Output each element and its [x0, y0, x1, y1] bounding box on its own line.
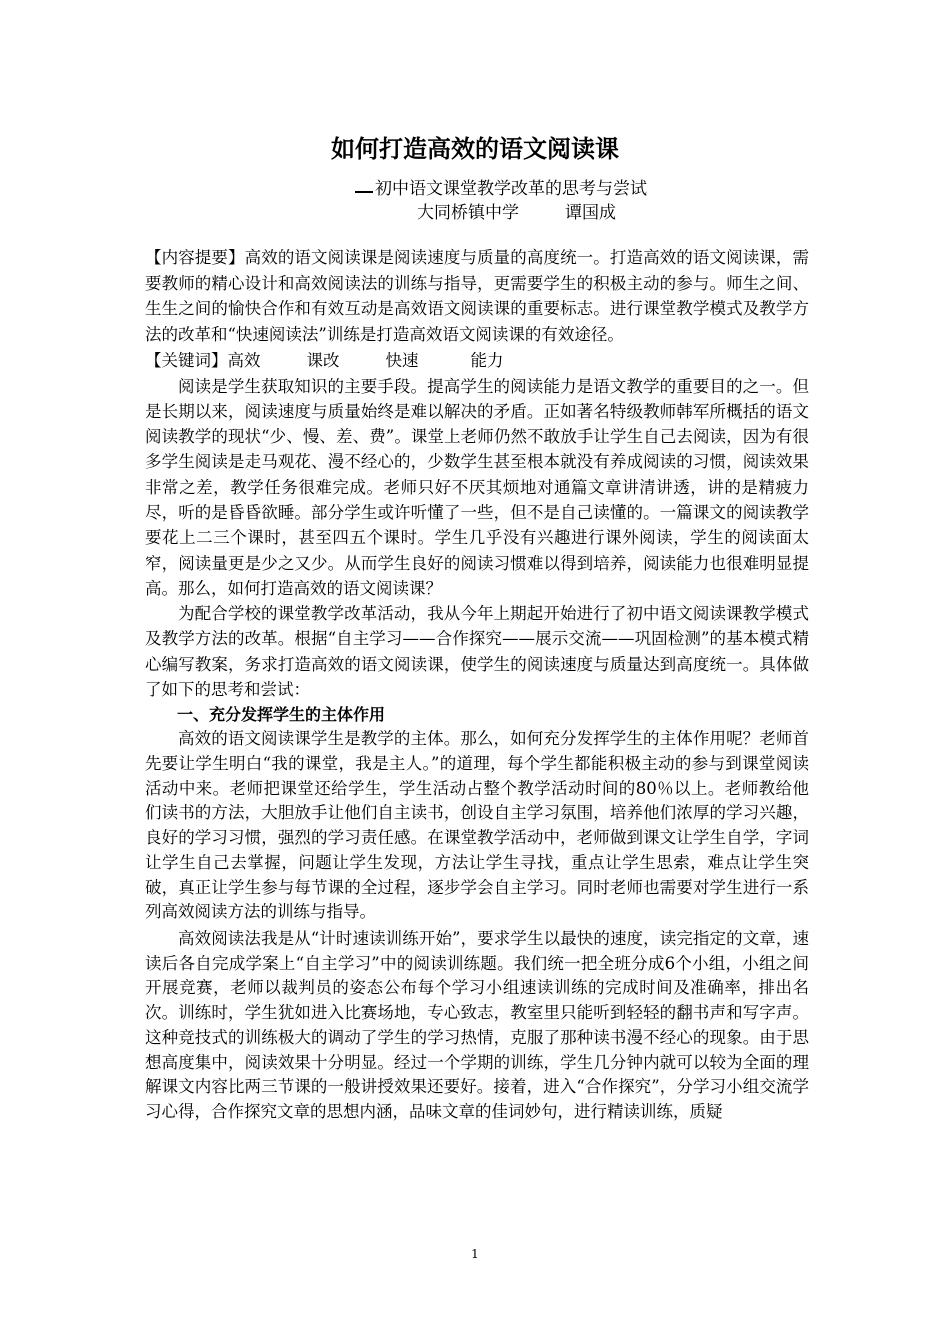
keyword: 快速	[385, 350, 419, 370]
keywords	[145, 348, 809, 374]
keyword: 课改	[306, 350, 340, 370]
keyword: 高效	[227, 350, 261, 370]
keywords-label: 【关键词】	[145, 350, 228, 370]
body-paragraph: 高效阅读法我是从“计时速读训练开始”，要求学生以最快的速度，读完指定的文章，速读后各自完成学案上“自主学习”中的阅读训练题。我们统一把全班分成6个小组，小组之间开展竞赛，老师以裁判员的姿态公布每个学习小组速读训练的完成时间及准确率，排出名次。训练时，学生犹如进入比赛场地，专心致志，教室里只能听到轻轻的翻书声和写字声。这种竞技式的训练极大的调动了学生的学习热情，克服了那种读书漫不经心的现象。由于思想高度集中，阅读效果十分明显。经过一个学期的训练，学生几分钟内就可以较为全面的理解课文内容比两三节课的一般讲授效果还要好。接着，进入“合作探究”，分学习小组交流学习心得，合作探究文章的思想内涵，品味文章的佳词妙句，进行精读训练，质疑	[145, 929, 809, 1121]
author-school: 大同桥镇中学	[417, 203, 519, 223]
abstract: 【内容提要】高效的语文阅读课是阅读速度与质量的高度统一。打造高效的语文阅读课，需要教师的精心设计和高效阅读法的训练与指导，更需要学生的积极主动的参与。师生之间、生生之间的愉快合作和有效互动是高效语文阅读课的重要标志。进行课堂教学模式及教学方法的改革和“快速阅读法”训练是打造高效语文阅读课的有效途径。	[145, 248, 809, 345]
keyword: 能力	[470, 350, 504, 370]
body-paragraph: 阅读是学生获取知识的主要手段。提高学生的阅读能力是语文教学的重要目的之一。但是长期以来，阅读速度与质量始终是难以解决的矛盾。正如著名特级教师韩军所概括的语文阅读教学的现状“少、慢、差、费”。课堂上老师仍然不敢放手让学生自己去阅读，因为有很多学生阅读是走马观花、漫不经心的，少数学生甚至根本就没有养成阅读的习惯，阅读效果非常之差，教学任务很难完成。老师只好不厌其烦地对通篇文章讲清讲透，讲的是精疲力尽，听的是昏昏欲睡。部分学生或许听懂了一些，但不是自己读懂的。一篇课文的阅读教学要花上二三个课时，甚至四五个课时。学生几乎没有兴趣进行课外阅读，学生的阅读面太窄，阅读量更是少之又少。从而学生良好的阅读习惯难以得到培养，阅读能力也很难明显提高。那么，如何打造高效的语文阅读课？	[145, 376, 809, 598]
document-subtitle	[355, 177, 647, 201]
author-line	[417, 201, 616, 225]
body-paragraph: 高效的语文阅读课学生是教学的主体。那么，如何充分发挥学生的主体作用呢？老师首先要让学生明白“我的课堂，我是主人。”的道理，每个学生都能积极主动的参与到课堂阅读活动中来。老师把课堂还给学生，学生活动占整个教学活动时间的80％以上。老师教给他们读书的方法，大胆放手让他们自主读书，创设自主学习氛围，培养他们浓厚的学习兴趣，良好的学习习惯，强烈的学习责任感。在课堂教学活动中，老师做到课文让学生自学，字词让学生自己去掌握，问题让学生发现，方法让学生寻找，重点让学生思索，难点让学生突破，真正让学生参与每节课的全过程，逐步学会自主学习。同时老师也需要对学生进行一系列高效阅读方法的训练与指导。	[145, 729, 809, 922]
document-body	[145, 245, 809, 1125]
document-title: 如何打造高效的语文阅读课	[331, 135, 619, 163]
section-heading: 一、充分发挥学生的主体作用	[177, 705, 386, 725]
page-number: 1	[471, 1247, 479, 1261]
body-paragraph: 为配合学校的课堂教学改革活动，我从今年上期起开始进行了初中语文阅读课教学模式及教学方法的改革。根据“自主学习——合作探究——展示交流——巩固检测”的基本模式精心编写教案，务求打造高效的语文阅读课，使学生的阅读速度与质量达到高度统一。具体做了如下的思考和尝试：	[145, 604, 809, 700]
author-name: 谭国成	[565, 203, 616, 223]
subtitle-dash	[355, 177, 373, 193]
subtitle-text: 初中语文课堂教学改革的思考与尝试	[375, 179, 647, 199]
